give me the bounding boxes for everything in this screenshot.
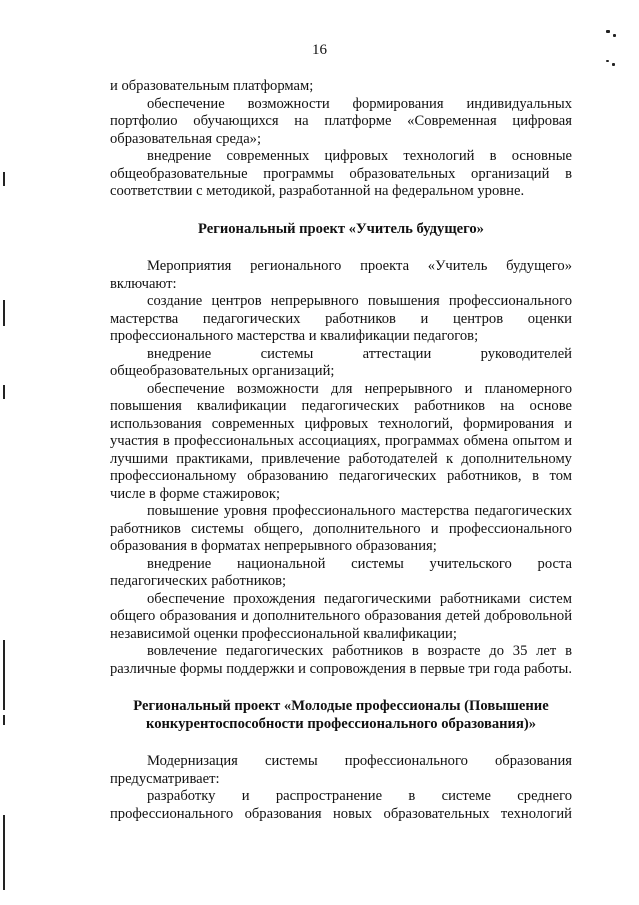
text-line: создание центров непрерывного повышения профессионального [147, 293, 572, 309]
text-line: общеобразовательные программы образовательных организаций [110, 165, 550, 182]
paragraph [110, 556, 572, 591]
heading-line: конкурентоспособности профессионального образования)» [145, 715, 536, 732]
heading-line: Региональный проект «Учитель будущего» [198, 220, 484, 237]
text-line: педагогических работников системы общего, дополнительного [110, 503, 573, 537]
text-line: мастерства педагогических работников и центров оценки [110, 310, 572, 327]
paragraph [110, 788, 572, 823]
text-line: повышение уровня профессионального мастерства [147, 503, 470, 519]
paragraph [110, 753, 572, 788]
text-line: добровольной независимой оценки профессиональной квалификации; [110, 608, 573, 642]
text-line: и профессионального образования в форматах непрерывного [110, 520, 572, 554]
scan-speck [606, 30, 610, 33]
text-line: в соответствии с методикой, разработанной на федеральном уровне. [110, 165, 572, 199]
text-line: повышения квалификации педагогических работников на основе [110, 398, 572, 414]
paragraph [110, 293, 572, 346]
text-line: общего образования и дополнительного образования детей [110, 608, 481, 624]
paragraph [110, 346, 572, 381]
text-line: использования современных цифровых технологий, формирования [110, 415, 555, 432]
paragraph [110, 148, 572, 201]
text-line: включают: [110, 275, 177, 292]
text-line: общеобразовательных организаций; [110, 363, 335, 379]
text-line: образования; [355, 538, 437, 554]
paragraph [110, 96, 572, 149]
paragraph [110, 503, 572, 556]
text-line: обеспечение возможности для непрерывного и планомерного [147, 380, 572, 397]
paragraph [110, 381, 572, 504]
paragraph [110, 78, 572, 96]
scan-margin-mark [3, 640, 5, 710]
middle-paragraphs [110, 258, 572, 678]
scan-speck [606, 60, 609, 62]
text-line: образовательная среда»; [110, 130, 262, 147]
scan-margin-mark [3, 715, 5, 725]
text-line: к дополнительному профессиональному образованию педагогических [110, 450, 572, 484]
scan-margin-mark [3, 172, 5, 186]
text-line: профессионального образования новых образовательных технологий [110, 805, 572, 822]
text-line: предусматривает: [110, 770, 220, 787]
text-line: разработку и распространение в системе среднего [147, 788, 572, 804]
text-line: портфолио обучающихся на платформе «Современная цифровая [110, 113, 572, 129]
text-line: внедрение современных цифровых технологий в основные [147, 148, 572, 164]
text-line: работы. [523, 660, 572, 677]
section-heading [110, 698, 572, 733]
text-line: профессионального мастерства и квалификации педагогов; [110, 328, 479, 344]
heading-line: Региональный проект «Молодые профессионалы (Повышение [133, 698, 549, 714]
text-line: в различные формы поддержки и сопровождения в первые три года [110, 643, 572, 677]
bottom-paragraphs [110, 753, 572, 823]
text-line: педагогических работников; [110, 573, 287, 589]
text-line: работников, в том числе в форме стажировок; [110, 468, 572, 502]
text-line: вовлечение педагогических работников в возрасте до 35 лет [147, 643, 557, 659]
text-line: внедрение системы аттестации руководителей [147, 345, 572, 362]
paragraph [110, 591, 572, 644]
text-line: обеспечение возможности формирования индивидуальных [147, 95, 572, 112]
scan-speck [613, 34, 616, 37]
top-paragraphs [110, 78, 572, 201]
text-line: и образовательным платформам; [110, 78, 314, 94]
text-line: внедрение национальной системы учительского роста [147, 555, 572, 572]
document-body [110, 78, 572, 823]
text-line: Модернизация системы профессионального образования [147, 753, 572, 769]
paragraph [110, 258, 572, 293]
page-number: 16 [312, 42, 327, 58]
text-line: и участия в профессиональных ассоциациях, программах обмена [110, 415, 573, 449]
scan-speck [612, 63, 615, 66]
section-heading [110, 221, 572, 239]
scan-margin-mark [3, 385, 5, 399]
scan-margin-mark [3, 815, 5, 890]
text-line: обеспечение прохождения педагогическими работниками систем [147, 590, 572, 607]
text-line: опытом и лучшими практиками, привлечение работодателей [110, 433, 573, 467]
text-line: Мероприятия регионального проекта «Учитель будущего» [147, 258, 572, 274]
scan-margin-mark [3, 300, 5, 326]
paragraph [110, 643, 572, 678]
